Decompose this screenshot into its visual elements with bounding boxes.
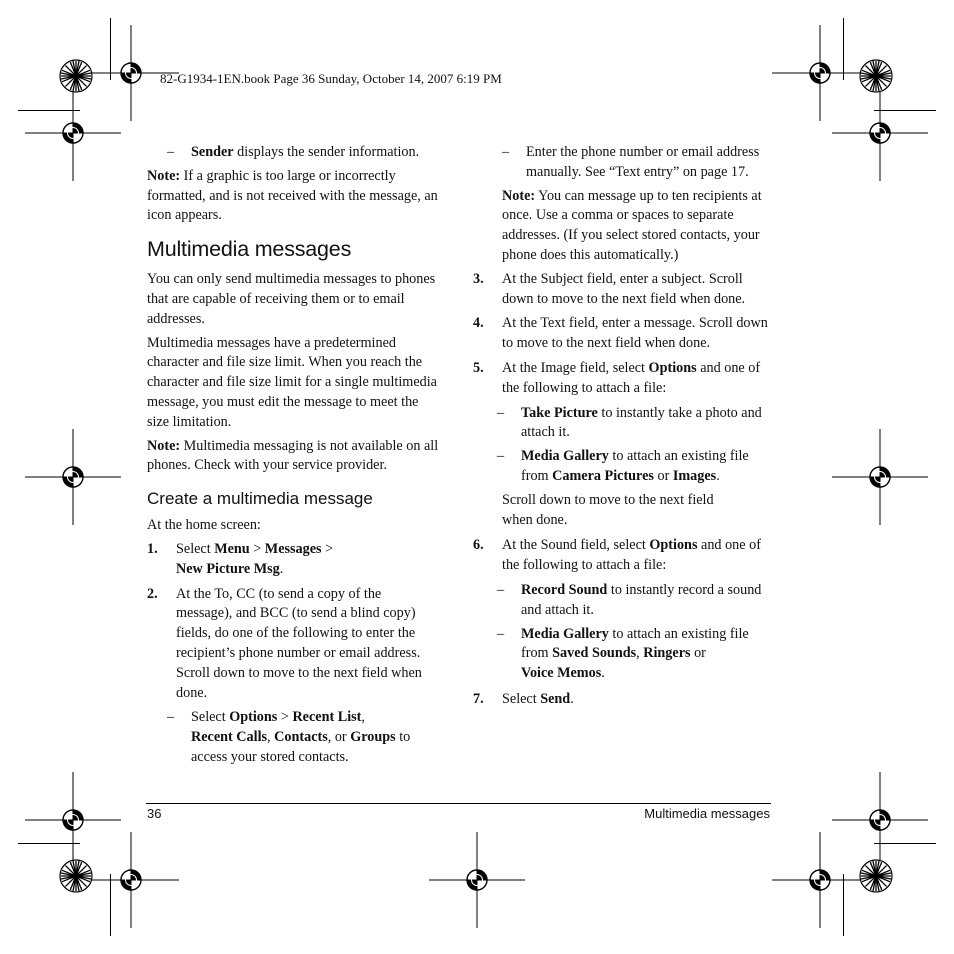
- page-number: 36: [147, 806, 162, 821]
- step-text: and one of the following to attach a file:: [502, 359, 761, 396]
- step-number: 3.: [473, 270, 484, 287]
- messages-term: Messages: [264, 540, 322, 557]
- step-text: ,: [267, 729, 275, 746]
- sender-item: [167, 143, 439, 163]
- step-text: to attach an existing file from: [521, 625, 749, 662]
- step-text: Select: [502, 690, 541, 707]
- footer-rule: [146, 803, 771, 804]
- step-text: or: [690, 645, 706, 662]
- step-text: to attach an existing file from: [521, 448, 749, 484]
- step-5-media-gallery: [497, 447, 773, 487]
- dash-bullet: –: [497, 581, 505, 598]
- step-5: [473, 359, 773, 399]
- step-number: 1.: [147, 540, 158, 557]
- subsection-heading: Create a multimedia message: [147, 489, 373, 509]
- media-gallery-term: Media Gallery: [521, 448, 609, 465]
- step-text: At the Subject field, enter a subject. Scroll down to move to the next field when done.: [502, 270, 746, 307]
- note-label: Note:: [502, 187, 536, 204]
- step-text: At the Image field, select: [502, 359, 649, 376]
- options-term: Options: [648, 359, 697, 376]
- step-text: to access your stored contacts.: [191, 729, 411, 765]
- step-text: At the To, CC (to send a copy of the message), and BCC (to send a blind copy) fields, do one of the following to enter the recipient’s phone number or email address. Scroll down to move to the next field when done.: [176, 585, 422, 701]
- step-text: .: [570, 690, 574, 707]
- step-text: to instantly record a sound and attach it.: [521, 581, 762, 618]
- step-3: [473, 270, 773, 310]
- dash-bullet: –: [497, 404, 505, 421]
- new-picture-msg-term: New Picture Msg: [176, 560, 280, 577]
- options-term: Options: [649, 537, 698, 554]
- step-5-take-picture: [497, 404, 773, 444]
- step-4: [473, 314, 773, 354]
- step-text: .: [601, 665, 605, 682]
- note-text: If a graphic is too large or incorrectly formatted, and is not received with the message, an icon appears.: [147, 167, 438, 224]
- step-2: [147, 585, 439, 704]
- note-label: Note:: [147, 437, 181, 454]
- dash-bullet: –: [167, 144, 175, 160]
- note-graphic: [147, 167, 439, 226]
- media-gallery-term: Media Gallery: [521, 625, 609, 642]
- step-text: .: [716, 467, 720, 484]
- step-text: Select: [176, 540, 215, 557]
- step-2-sub-manual: [502, 143, 773, 183]
- step-text: Select: [191, 709, 230, 726]
- record-sound-term: Record Sound: [521, 581, 608, 598]
- recent-calls-term: Recent Calls: [191, 729, 268, 746]
- take-picture-term: Take Picture: [521, 404, 598, 421]
- paragraph-size-limit: Multimedia messages have a predetermined character and file size limit. When you reach the character and file size limit for a single multimedia message, you must edit the message to meet the size limitation.: [147, 334, 437, 430]
- note-text: You can message up to ten recipients at once. Use a comma or spaces to separate addresses. (If you select stored contacts, your phone does this automatically.): [502, 187, 762, 263]
- right-column: [473, 143, 773, 715]
- recent-list-term: Recent List: [292, 709, 362, 726]
- saved-sounds-term: Saved Sounds: [552, 645, 637, 662]
- left-column: [147, 143, 439, 772]
- send-term: Send: [540, 690, 571, 707]
- ringers-term: Ringers: [643, 645, 691, 662]
- step-text: At the Sound field, select: [502, 537, 650, 554]
- step-7: [473, 690, 773, 710]
- book-header-slug: 82-G1934-1EN.book Page 36 Sunday, October 14, 2007 6:19 PM: [160, 71, 502, 86]
- contacts-term: Contacts: [274, 729, 328, 746]
- step-number: 6.: [473, 537, 484, 554]
- step-number: 4.: [473, 315, 484, 332]
- step-2-sub-stored: [167, 708, 439, 767]
- step-1: [147, 540, 439, 580]
- step-number: 7.: [473, 690, 484, 707]
- step-number: 2.: [147, 585, 158, 602]
- dash-bullet: –: [497, 448, 505, 465]
- footer-section-title: Multimedia messages: [644, 806, 770, 821]
- note-label: Note:: [147, 167, 181, 184]
- step-text: At the Text field, enter a message. Scroll down to move to the next field when done.: [502, 315, 768, 352]
- step-text: ,: [636, 645, 644, 662]
- sender-desc: displays the sender information.: [233, 144, 420, 160]
- step-text: .: [279, 560, 284, 577]
- sender-term: Sender: [191, 144, 234, 160]
- step-6-record-sound: [497, 581, 773, 621]
- camera-pictures-term: Camera Pictures: [552, 467, 654, 484]
- voice-memos-term: Voice Memos: [521, 665, 602, 682]
- step-5-after: Scroll down to move to the next field when done.: [502, 491, 714, 528]
- step-text: Enter the phone number or email address manually. See “Text entry” on page 17.: [526, 144, 760, 180]
- step-text: to instantly take a photo and attach it.: [521, 404, 762, 441]
- menu-term: Menu: [214, 540, 250, 557]
- note-text: Multimedia messaging is not available on all phones. Check with your service provider.: [147, 437, 439, 474]
- step-text: ,: [361, 709, 365, 726]
- dash-bullet: –: [502, 144, 510, 160]
- step-text: or: [653, 467, 673, 484]
- step-6: [473, 536, 773, 576]
- groups-term: Groups: [350, 729, 396, 746]
- step-text: , or: [327, 729, 351, 746]
- step-text: >: [249, 540, 265, 557]
- section-heading: Multimedia messages: [147, 237, 352, 262]
- options-term: Options: [229, 709, 278, 726]
- step-text: and one of the following to attach a file:: [502, 537, 761, 574]
- dash-bullet: –: [167, 709, 175, 726]
- step-6-media-gallery: [497, 625, 773, 684]
- step-number: 5.: [473, 359, 484, 376]
- note-availability: [147, 437, 439, 477]
- step-text: >: [321, 540, 334, 557]
- step-text: >: [277, 709, 293, 726]
- paragraph-intro: You can only send multimedia messages to phones that are capable of receiving them or to email addresses.: [147, 271, 436, 327]
- home-screen-intro: At the home screen:: [147, 517, 261, 534]
- note-recipients: [502, 187, 773, 266]
- dash-bullet: –: [497, 625, 505, 642]
- images-term: Images: [672, 467, 717, 484]
